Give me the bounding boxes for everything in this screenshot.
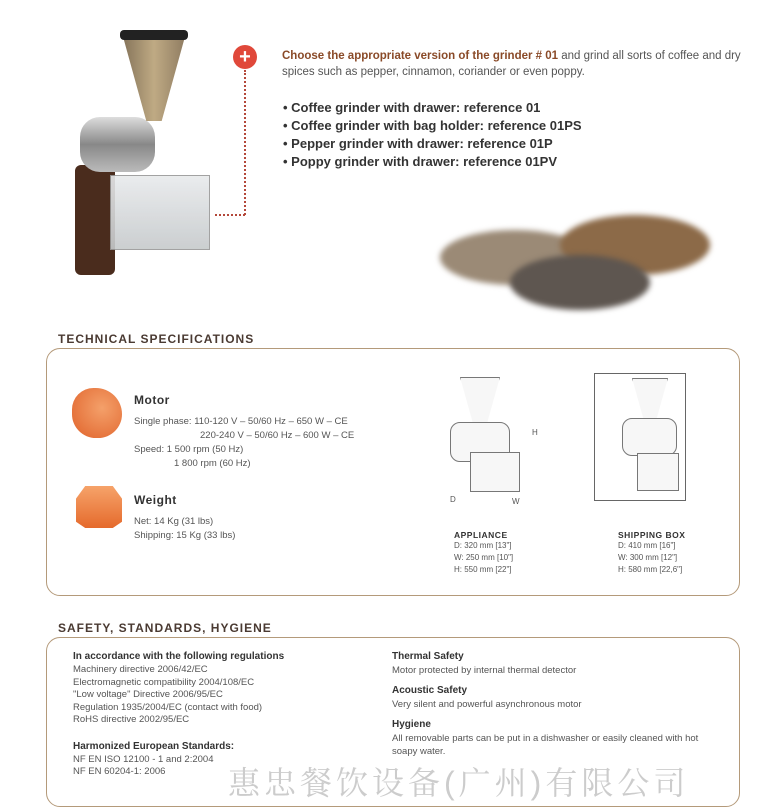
shipping-box-diagram	[592, 368, 692, 508]
section-title-safety: SAFETY, STANDARDS, HYGIENE	[58, 621, 272, 635]
motor-heading: Motor	[134, 393, 170, 407]
watermark: 惠忠餐饮设备(广州)有限公司	[228, 765, 690, 801]
dotted-connector	[215, 214, 245, 216]
appliance-dimensions: APPLIANCE D: 320 mm [13"] W: 250 mm [10"] H: 550 mm [22"]	[454, 530, 514, 574]
safety-features: Thermal Safety Motor protected by internal thermal detector Acoustic Safety Very silent and powerful asynchronous motor Hygiene All removable parts can be put in a dishwasher or easily cleaned with hot soapy water.	[392, 651, 699, 757]
intro-text: Choose the appropriate version of the grinder # 01 and grind all sorts of coffee and dry spices such as pepper, cinnamon, coriander or even poppy.	[282, 50, 741, 78]
motor-specs: Single phase: 110-120 V – 50/60 Hz – 650 W – CE 220-240 V – 50/60 Hz – 600 W – CE Speed: 1 500 rpm (50 Hz) 1 800 rpm (60 Hz)	[134, 416, 355, 469]
motor-icon	[72, 388, 122, 438]
grinder-photo	[70, 25, 220, 285]
version-list	[283, 99, 582, 171]
spice-piles-photo	[430, 200, 720, 320]
weight-heading: Weight	[134, 493, 177, 507]
list-item: • Pepper grinder with drawer: reference 01P	[283, 136, 553, 151]
list-item: • Coffee grinder with bag holder: reference 01PS	[283, 118, 582, 133]
weight-icon	[76, 486, 122, 528]
dotted-connector	[244, 70, 246, 215]
shipping-dimensions: SHIPPING BOX D: 410 mm [16"] W: 300 mm [12"] H: 580 mm [22,6"]	[618, 530, 686, 574]
list-item: • Coffee grinder with drawer: reference 01	[283, 100, 541, 115]
weight-specs: Net: 14 Kg (31 lbs) Shipping: 15 Kg (33 lbs)	[134, 516, 236, 541]
list-item: • Poppy grinder with drawer: reference 01PV	[283, 154, 558, 169]
regulations: In accordance with the following regulations Machinery directive 2006/42/EC Electromagnetic compatibility 2004/108/EC "Low voltage" Directive 2006/95/EC Regulation 1935/2004/EC (contact with food) RoHS directive 2002/95/EC Harmonized European Standards: NF EN ISO 12100 - 1 and 2:2004 NF EN 60204-1: 2006	[73, 651, 285, 777]
plus-icon: +	[233, 45, 257, 69]
appliance-diagram: H D W	[440, 372, 540, 502]
section-title-technical: TECHNICAL SPECIFICATIONS	[58, 332, 255, 346]
